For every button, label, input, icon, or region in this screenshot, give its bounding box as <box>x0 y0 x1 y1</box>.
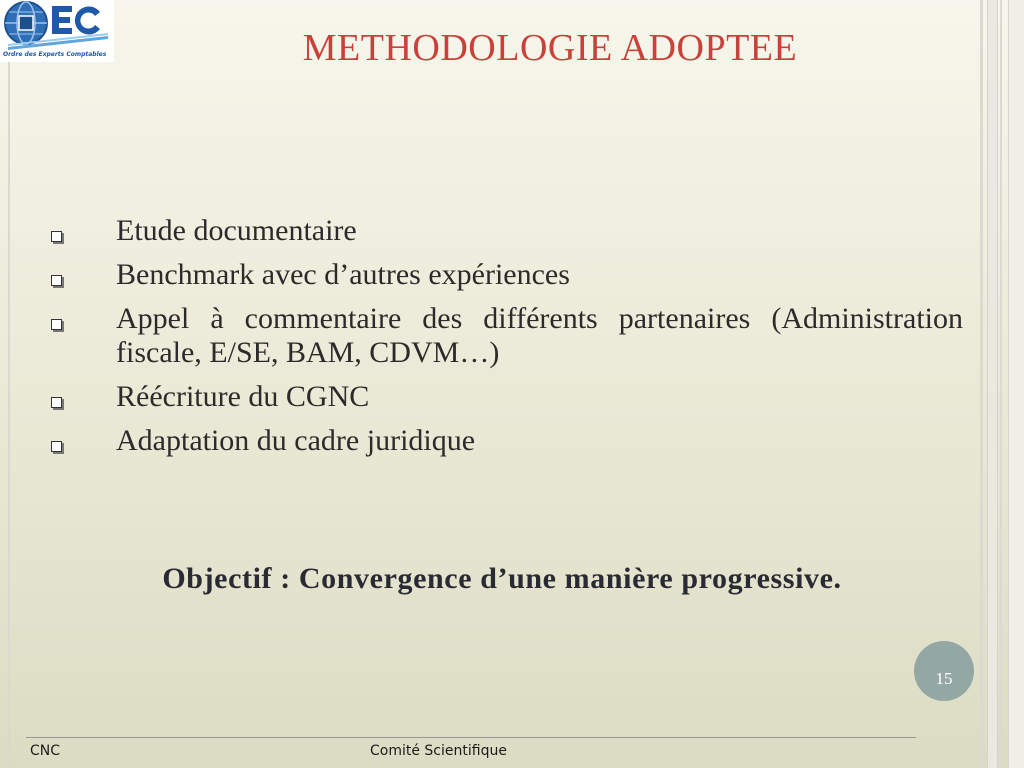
right-decor-bar <box>980 0 983 768</box>
bullet-text: Appel à commentaire des différents partenaires (Administration fiscale, E/SE, BAM, CDVM…) <box>116 302 963 369</box>
footer-committee: Comité Scientifique <box>370 743 507 759</box>
checkbox-bullet-icon <box>51 231 62 242</box>
bullet-text: Réécriture du CGNC <box>116 380 370 413</box>
right-decor-bar <box>987 0 998 768</box>
oec-logo-icon <box>0 0 114 52</box>
left-decor-bar <box>8 0 10 768</box>
bullet-text: Etude documentaire <box>116 214 357 247</box>
list-item <box>48 380 963 414</box>
footer-organization: CNC <box>30 743 61 759</box>
checkbox-bullet-icon <box>51 441 62 452</box>
objective-statement: Objectif : Convergence d’une manière progressive. <box>162 562 842 595</box>
list-item <box>48 258 963 292</box>
oec-logo <box>0 0 114 62</box>
list-item <box>48 214 963 248</box>
page-number-badge: 15 <box>914 641 974 701</box>
list-item <box>48 302 963 370</box>
bullet-list <box>48 214 963 468</box>
footer-divider <box>26 737 916 738</box>
checkbox-bullet-icon <box>51 397 62 408</box>
bullet-text: Benchmark avec d’autres expériences <box>116 258 570 291</box>
slide-title: METHODOLOGIE ADOPTEE <box>302 27 798 69</box>
checkbox-bullet-icon <box>51 319 62 330</box>
logo-caption: Ordre des Experts Comptables <box>3 51 107 58</box>
bullet-text: Adaptation du cadre juridique <box>116 424 476 457</box>
checkbox-bullet-icon <box>51 275 62 286</box>
right-decor-bar <box>1000 0 1002 768</box>
list-item <box>48 424 963 458</box>
right-decor-bar <box>1008 0 1024 768</box>
